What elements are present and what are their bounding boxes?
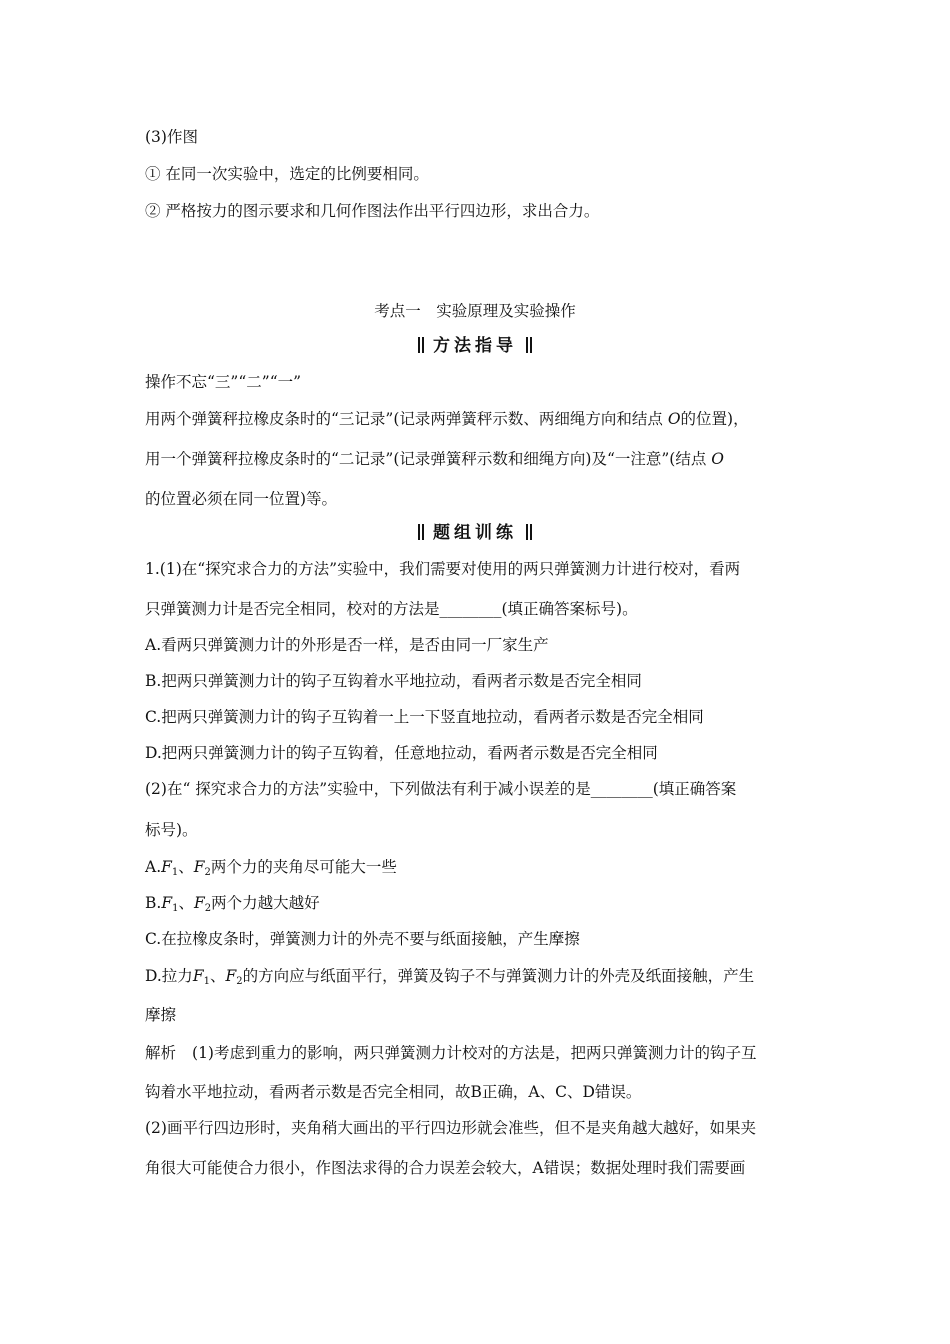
q2-stem-line2: 标号)。 [145, 821, 198, 839]
method-banner-text: 方法指导 [433, 336, 517, 356]
analysis-line1: 解析 (1)考虑到重力的影响，两只弹簧测力计校对的方法是，把两只弹簧测力计的钩子互 [145, 1044, 757, 1062]
analysis-line3: (2)画平行四边形时，夹角稍大画出的平行四边形就会准些，但不是夹角越大越好，如果夹 [145, 1119, 756, 1137]
q2-option-d-line1: D.拉力$F_1$、$F_2$的方向应与纸面平行，弹簧及钩子不与弹簧测力计的外壳及纸面接触，产生 [145, 967, 755, 987]
method-banner [0, 335, 950, 357]
method-line3: 用一个弹簧秤拉橡皮条时的“二记录”(记录弹簧秤示数和细绳方向)及“一注意”(结点 O [145, 450, 724, 468]
method-line1: 操作不忘“三”“二”“一” [145, 373, 302, 391]
method-line4: 的位置必须在同一位置)等。 [145, 490, 338, 508]
q1-option-d: D.把两只弹簧测力计的钩子互钩着，任意地拉动，看两者示数是否完全相同 [145, 744, 658, 762]
banner-bar-left [417, 522, 425, 544]
q1-option-c: C.把两只弹簧测力计的钩子互钩着一上一下竖直地拉动，看两者示数是否完全相同 [145, 708, 704, 726]
analysis-line2: 钩着水平地拉动，看两者示数是否完全相同，故B正确，A、C、D错误。 [145, 1083, 642, 1101]
section3-item2: ② 严格按力的图示要求和几何作图法作出平行四边形，求出合力。 [145, 202, 600, 220]
banner-bar-right [525, 522, 533, 544]
q1-stem-line2: 只弹簧测力计是否完全相同，校对的方法是________(填正确答案标号)。 [145, 600, 638, 618]
q1-option-a: A.看两只弹簧测力计的外形是否一样，是否由同一厂家生产 [145, 636, 549, 654]
q2-option-c: C.在拉橡皮条时，弹簧测力计的外壳不要与纸面接触，产生摩擦 [145, 930, 580, 948]
practice-banner-text: 题组训练 [433, 523, 517, 543]
q2-option-d-line2: 摩擦 [145, 1006, 177, 1024]
banner-bar-right [525, 335, 533, 357]
q1-stem-line1: 1.(1)在“探究求合力的方法”实验中，我们需要对使用的两只弹簧测力计进行校对，看两 [145, 560, 741, 578]
section3-item1: ① 在同一次实验中，选定的比例要相同。 [145, 165, 429, 183]
method-line2: 用两个弹簧秤拉橡皮条时的“三记录”(记录两弹簧秤示数、两细绳方向和结点 O的位置)， [145, 410, 749, 428]
banner-bar-left [417, 335, 425, 357]
q2-option-a: $A.F_1$、$F_2$两个力的夹角尽可能大一些 [145, 858, 397, 878]
section3-heading: (3)作图 [145, 128, 198, 146]
analysis-line4: 角很大可能使合力很小，作图法求得的合力误差会较大，A错误；数据处理时我们需要画 [145, 1159, 746, 1177]
analysis-label: 解析 [145, 1044, 177, 1062]
q2-option-b: $B.F_1$、$F_2$两个力越大越好 [145, 894, 320, 914]
practice-banner [0, 522, 950, 544]
q2-stem-line1: (2)在“ 探究求合力的方法”实验中，下列做法有利于减小误差的是________(填正确答案 [145, 780, 737, 798]
q1-option-b: B.把两只弹簧测力计的钩子互钩着水平地拉动，看两者示数是否完全相同 [145, 672, 642, 690]
kaodian-title: 考点一 实验原理及实验操作 [374, 302, 576, 320]
